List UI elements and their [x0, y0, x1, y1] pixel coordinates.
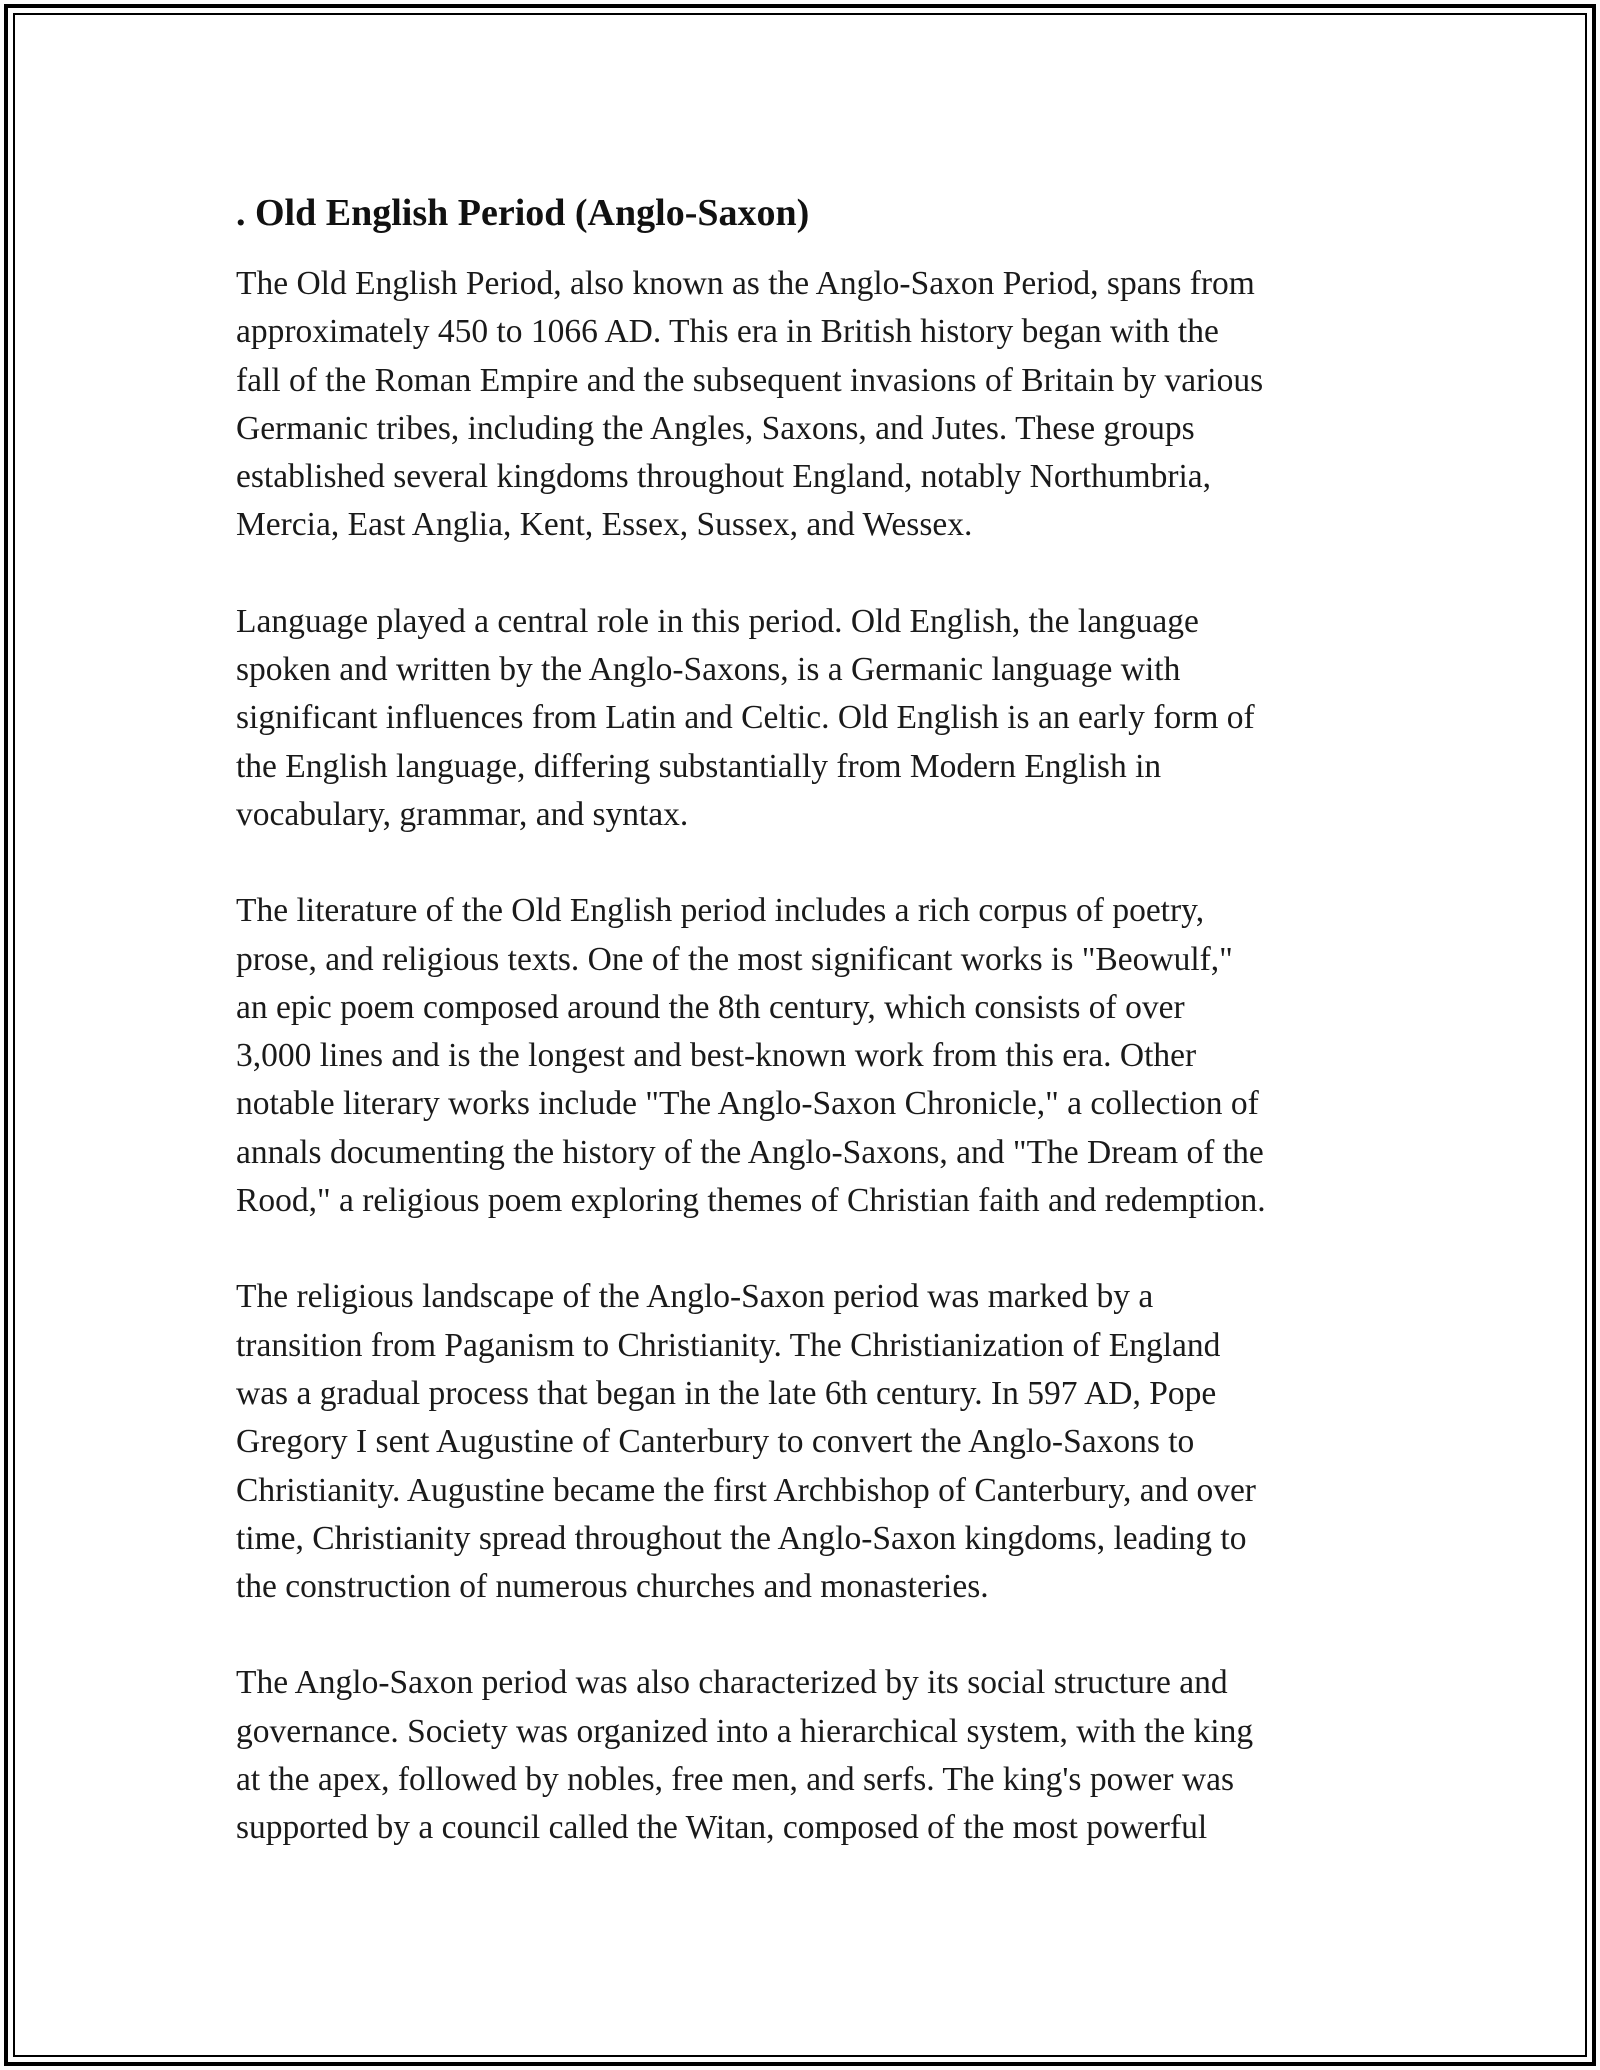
text-line: The Old English Period, also known as the Anglo-Saxon Period, spans from [236, 265, 1255, 302]
text-line: the English language, differing substantially from Modern English in [236, 747, 1162, 785]
text-line: significant influences from Latin and Celtic. Old English is an early form of [236, 699, 1255, 737]
paragraph-1 [236, 260, 1376, 550]
text-line: supported by a council called the Witan, composed of the most powerful [236, 1809, 1208, 1847]
text-line: was a gradual process that began in the late 6th century. In 597 AD, Pope [236, 1374, 1217, 1412]
text-line: established several kingdoms throughout England, notably Northumbria, [236, 458, 1212, 496]
text-line: prose, and religious texts. One of the most significant works is "Beowulf," [236, 940, 1233, 978]
text-line: time, Christianity spread throughout the Anglo-Saxon kingdoms, leading to [236, 1519, 1247, 1557]
text-line: The Anglo-Saxon period was also characterized by its social structure and [236, 1664, 1228, 1702]
text-line: governance. Society was organized into a hierarchical system, with the king [236, 1712, 1254, 1750]
text-line: notable literary works include "The Anglo-Saxon Chronicle," a collection of [236, 1085, 1259, 1123]
text-line: vocabulary, grammar, and syntax. [236, 795, 689, 833]
text-line: spoken and written by the Anglo-Saxons, is a Germanic language with [236, 651, 1181, 689]
text-line: annals documenting the history of the Anglo-Saxons, and "The Dream of the [236, 1133, 1264, 1171]
text-line: The religious landscape of the Anglo-Saxon period was marked by a [236, 1278, 1154, 1316]
paragraph-list [236, 260, 1376, 1853]
text-line: approximately 450 to 1066 AD. This era in British history began with the [236, 313, 1219, 351]
text-line: fall of the Roman Empire and the subsequent invasions of Britain by various [236, 361, 1264, 399]
text-line: Mercia, East Anglia, Kent, Essex, Sussex, and Wessex. [236, 506, 973, 544]
document-body [236, 186, 1376, 1901]
text-line: Language played a central role in this period. Old English, the language [236, 602, 1199, 640]
text-line: Christianity. Augustine became the first Archbishop of Canterbury, and over [236, 1471, 1256, 1509]
paragraph-4 [236, 1273, 1376, 1611]
text-line: The literature of the Old English period includes a rich corpus of poetry, [236, 892, 1205, 930]
text-line: Gregory I sent Augustine of Canterbury to convert the Anglo-Saxons to [236, 1423, 1195, 1461]
paragraph-2 [236, 598, 1376, 839]
text-line: Rood," a religious poem exploring themes of Christian faith and redemption. [236, 1182, 1266, 1220]
section-title: . Old English Period (Anglo-Saxon) [236, 192, 810, 234]
paragraph-3 [236, 887, 1376, 1225]
text-line: transition from Paganism to Christianity. The Christianization of England [236, 1326, 1221, 1364]
paragraph-5 [236, 1659, 1376, 1852]
text-line: at the apex, followed by nobles, free men, and serfs. The king's power was [236, 1761, 1235, 1799]
text-line: 3,000 lines and is the longest and best-known work from this era. Other [236, 1037, 1197, 1075]
text-line: the construction of numerous churches and monasteries. [236, 1568, 989, 1606]
text-line: Germanic tribes, including the Angles, Saxons, and Jutes. These groups [236, 409, 1195, 447]
text-line: an epic poem composed around the 8th century, which consists of over [236, 988, 1185, 1026]
